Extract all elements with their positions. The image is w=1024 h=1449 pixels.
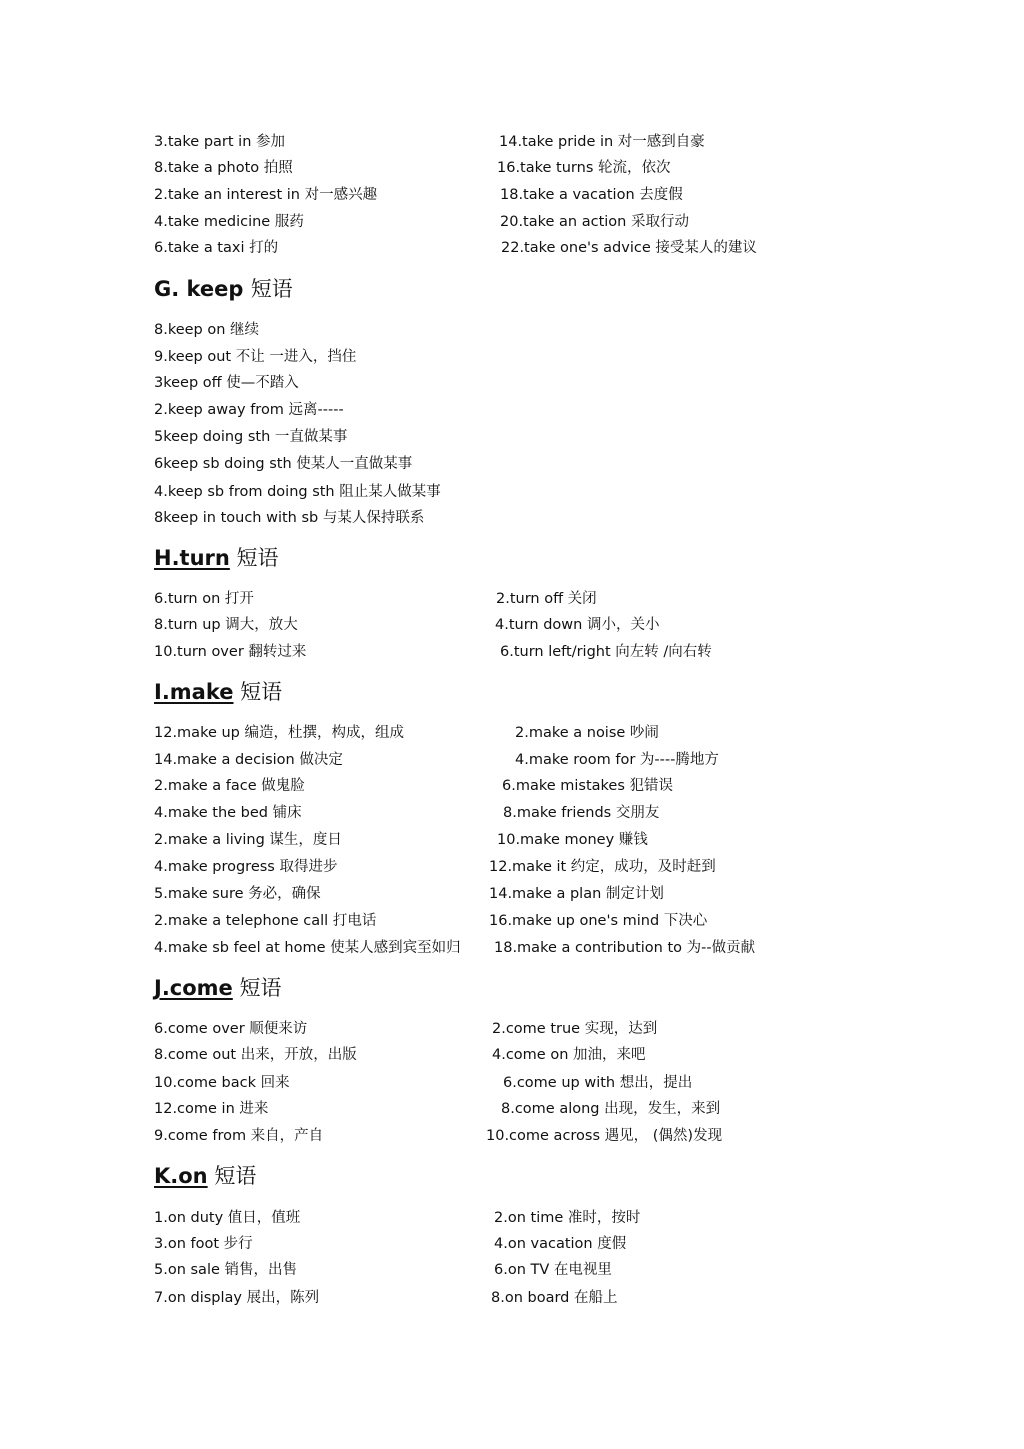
phrase-right: 6.come up with 想出，提出 (503, 1075, 693, 1091)
list-item (0, 371, 1024, 395)
list-item (0, 506, 1024, 530)
list-item (0, 748, 1024, 772)
phrase: 9.keep out 不让 一进入，挡住 (154, 349, 357, 365)
list-item (0, 587, 1024, 611)
heading-en: K.on (154, 1164, 208, 1188)
list-item (0, 130, 1024, 154)
heading-cn: 短语 (207, 1164, 257, 1188)
phrase: 8.keep on 继续 (154, 322, 260, 338)
heading-en: I.make (154, 680, 234, 704)
list-item (0, 855, 1024, 879)
phrase-right: 10.make money 赚钱 (497, 832, 648, 848)
phrase-right: 18.take a vacation 去度假 (500, 187, 683, 203)
phrase-right: 8.come along 出现，发生，来到 (501, 1101, 721, 1117)
phrase-left: 10.turn over 翻转过来 (154, 644, 307, 660)
list-item (0, 882, 1024, 906)
phrase-right: 2.on time 准时，按时 (494, 1210, 641, 1226)
phrase-left: 6.take a taxi 打的 (154, 240, 279, 256)
heading-cn: 短语 (229, 546, 279, 570)
phrase-right: 16.make up one's mind 下决心 (489, 913, 708, 929)
phrase-right: 8.on board 在船上 (491, 1290, 618, 1306)
phrase-left: 7.on display 展出，陈列 (154, 1290, 320, 1306)
section-heading-make (154, 677, 282, 707)
list-item (0, 640, 1024, 664)
list-item (0, 613, 1024, 637)
phrase-right: 2.turn off 关闭 (496, 591, 597, 607)
phrase-right: 4.come on 加油，来吧 (492, 1047, 646, 1063)
phrase-right: 2.come true 实现，达到 (492, 1021, 658, 1037)
list-item (0, 1071, 1024, 1095)
list-item (0, 345, 1024, 369)
list-item (0, 210, 1024, 234)
list-item (0, 452, 1024, 476)
list-item (0, 425, 1024, 449)
phrase-right: 22.take one's advice 接受某人的建议 (501, 240, 757, 256)
phrase-left: 2.make a telephone call 打电话 (154, 913, 377, 929)
phrase-left: 2.make a living 谋生，度日 (154, 832, 342, 848)
phrase-right: 4.make room for 为----腾地方 (515, 752, 719, 768)
phrase-right: 14.make a plan 制定计划 (489, 886, 664, 902)
phrase-left: 5.on sale 销售，出售 (154, 1262, 298, 1278)
phrase-left: 14.make a decision 做决定 (154, 752, 343, 768)
list-item (0, 1206, 1024, 1230)
phrase-left: 4.make progress 取得进步 (154, 859, 338, 875)
list-item (0, 774, 1024, 798)
phrase-left: 8.turn up 调大，放大 (154, 617, 298, 633)
phrase-left: 8.come out 出来，开放，出版 (154, 1047, 357, 1063)
phrase-right: 6.on TV 在电视里 (494, 1262, 612, 1278)
heading-en: J.come (154, 976, 233, 1000)
heading-en: G. keep (154, 277, 244, 301)
heading-cn: 短语 (233, 680, 283, 704)
phrase-left: 10.come back 回来 (154, 1075, 290, 1091)
phrase-right: 10.come across 遇见， (偶然)发现 (486, 1128, 723, 1144)
section-heading-keep (154, 274, 293, 304)
phrase: 2.keep away from 远离----- (154, 402, 344, 418)
phrase-left: 4.make the bed 铺床 (154, 805, 302, 821)
list-item (0, 936, 1024, 960)
heading-cn: 短语 (232, 976, 282, 1000)
phrase-right: 6.make mistakes 犯错误 (502, 778, 673, 794)
list-item (0, 1017, 1024, 1041)
phrase-right: 2.make a noise 吵闹 (515, 725, 659, 741)
list-item (0, 1124, 1024, 1148)
list-item (0, 480, 1024, 504)
phrase-left: 3.take part in 参加 (154, 134, 285, 150)
list-item (0, 828, 1024, 852)
phrase-right: 14.take pride in 对一感到自豪 (499, 134, 705, 150)
list-item (0, 156, 1024, 180)
phrase-left: 9.come from 来自，产自 (154, 1128, 324, 1144)
list-item (0, 1097, 1024, 1121)
list-item (0, 1258, 1024, 1282)
phrase-right: 20.take an action 采取行动 (500, 214, 689, 230)
phrase-left: 1.on duty 值日，值班 (154, 1210, 301, 1226)
list-item (0, 236, 1024, 260)
phrase-left: 4.make sb feel at home 使某人感到宾至如归 (154, 940, 461, 956)
phrase-left: 8.take a photo 拍照 (154, 160, 293, 176)
phrase-right: 6.turn left/right 向左转 /向右转 (500, 644, 712, 660)
phrase: 4.keep sb from doing sth 阻止某人做某事 (154, 484, 441, 500)
phrase-right: 8.make friends 交朋友 (503, 805, 660, 821)
list-item (0, 1286, 1024, 1310)
phrase-left: 2.make a face 做鬼脸 (154, 778, 305, 794)
phrase: 3keep off 使—不踏入 (154, 375, 299, 391)
list-item (0, 398, 1024, 422)
phrase-left: 2.take an interest in 对一感兴趣 (154, 187, 378, 203)
phrase-right: 12.make it 约定，成功，及时赶到 (489, 859, 716, 875)
list-item (0, 318, 1024, 342)
phrase-left: 4.take medicine 服药 (154, 214, 304, 230)
list-item (0, 909, 1024, 933)
phrase-left: 3.on foot 步行 (154, 1236, 253, 1252)
phrase-left: 12.make up 编造，杜撰，构成，组成 (154, 725, 404, 741)
list-item (0, 183, 1024, 207)
phrase: 8keep in touch with sb 与某人保持联系 (154, 510, 425, 526)
list-item (0, 801, 1024, 825)
section-heading-come (154, 973, 281, 1003)
heading-en: H.turn (154, 546, 230, 570)
phrase-left: 12.come in 进来 (154, 1101, 269, 1117)
heading-cn: 短语 (250, 277, 293, 301)
phrase-right: 4.turn down 调小，关小 (495, 617, 660, 633)
list-item (0, 721, 1024, 745)
phrase-right: 4.on vacation 度假 (494, 1236, 627, 1252)
phrase-left: 6.come over 顺便来访 (154, 1021, 308, 1037)
list-item (0, 1232, 1024, 1256)
section-heading-on (154, 1161, 256, 1191)
phrase-left: 6.turn on 打开 (154, 591, 254, 607)
phrase: 6keep sb doing sth 使某人一直做某事 (154, 456, 413, 472)
phrase-right: 18.make a contribution to 为--做贡献 (494, 940, 756, 956)
phrase: 5keep doing sth 一直做某事 (154, 429, 348, 445)
list-item (0, 1043, 1024, 1067)
phrase-right: 16.take turns 轮流，依次 (497, 160, 671, 176)
section-heading-turn (154, 543, 279, 573)
phrase-left: 5.make sure 务必，确保 (154, 886, 321, 902)
